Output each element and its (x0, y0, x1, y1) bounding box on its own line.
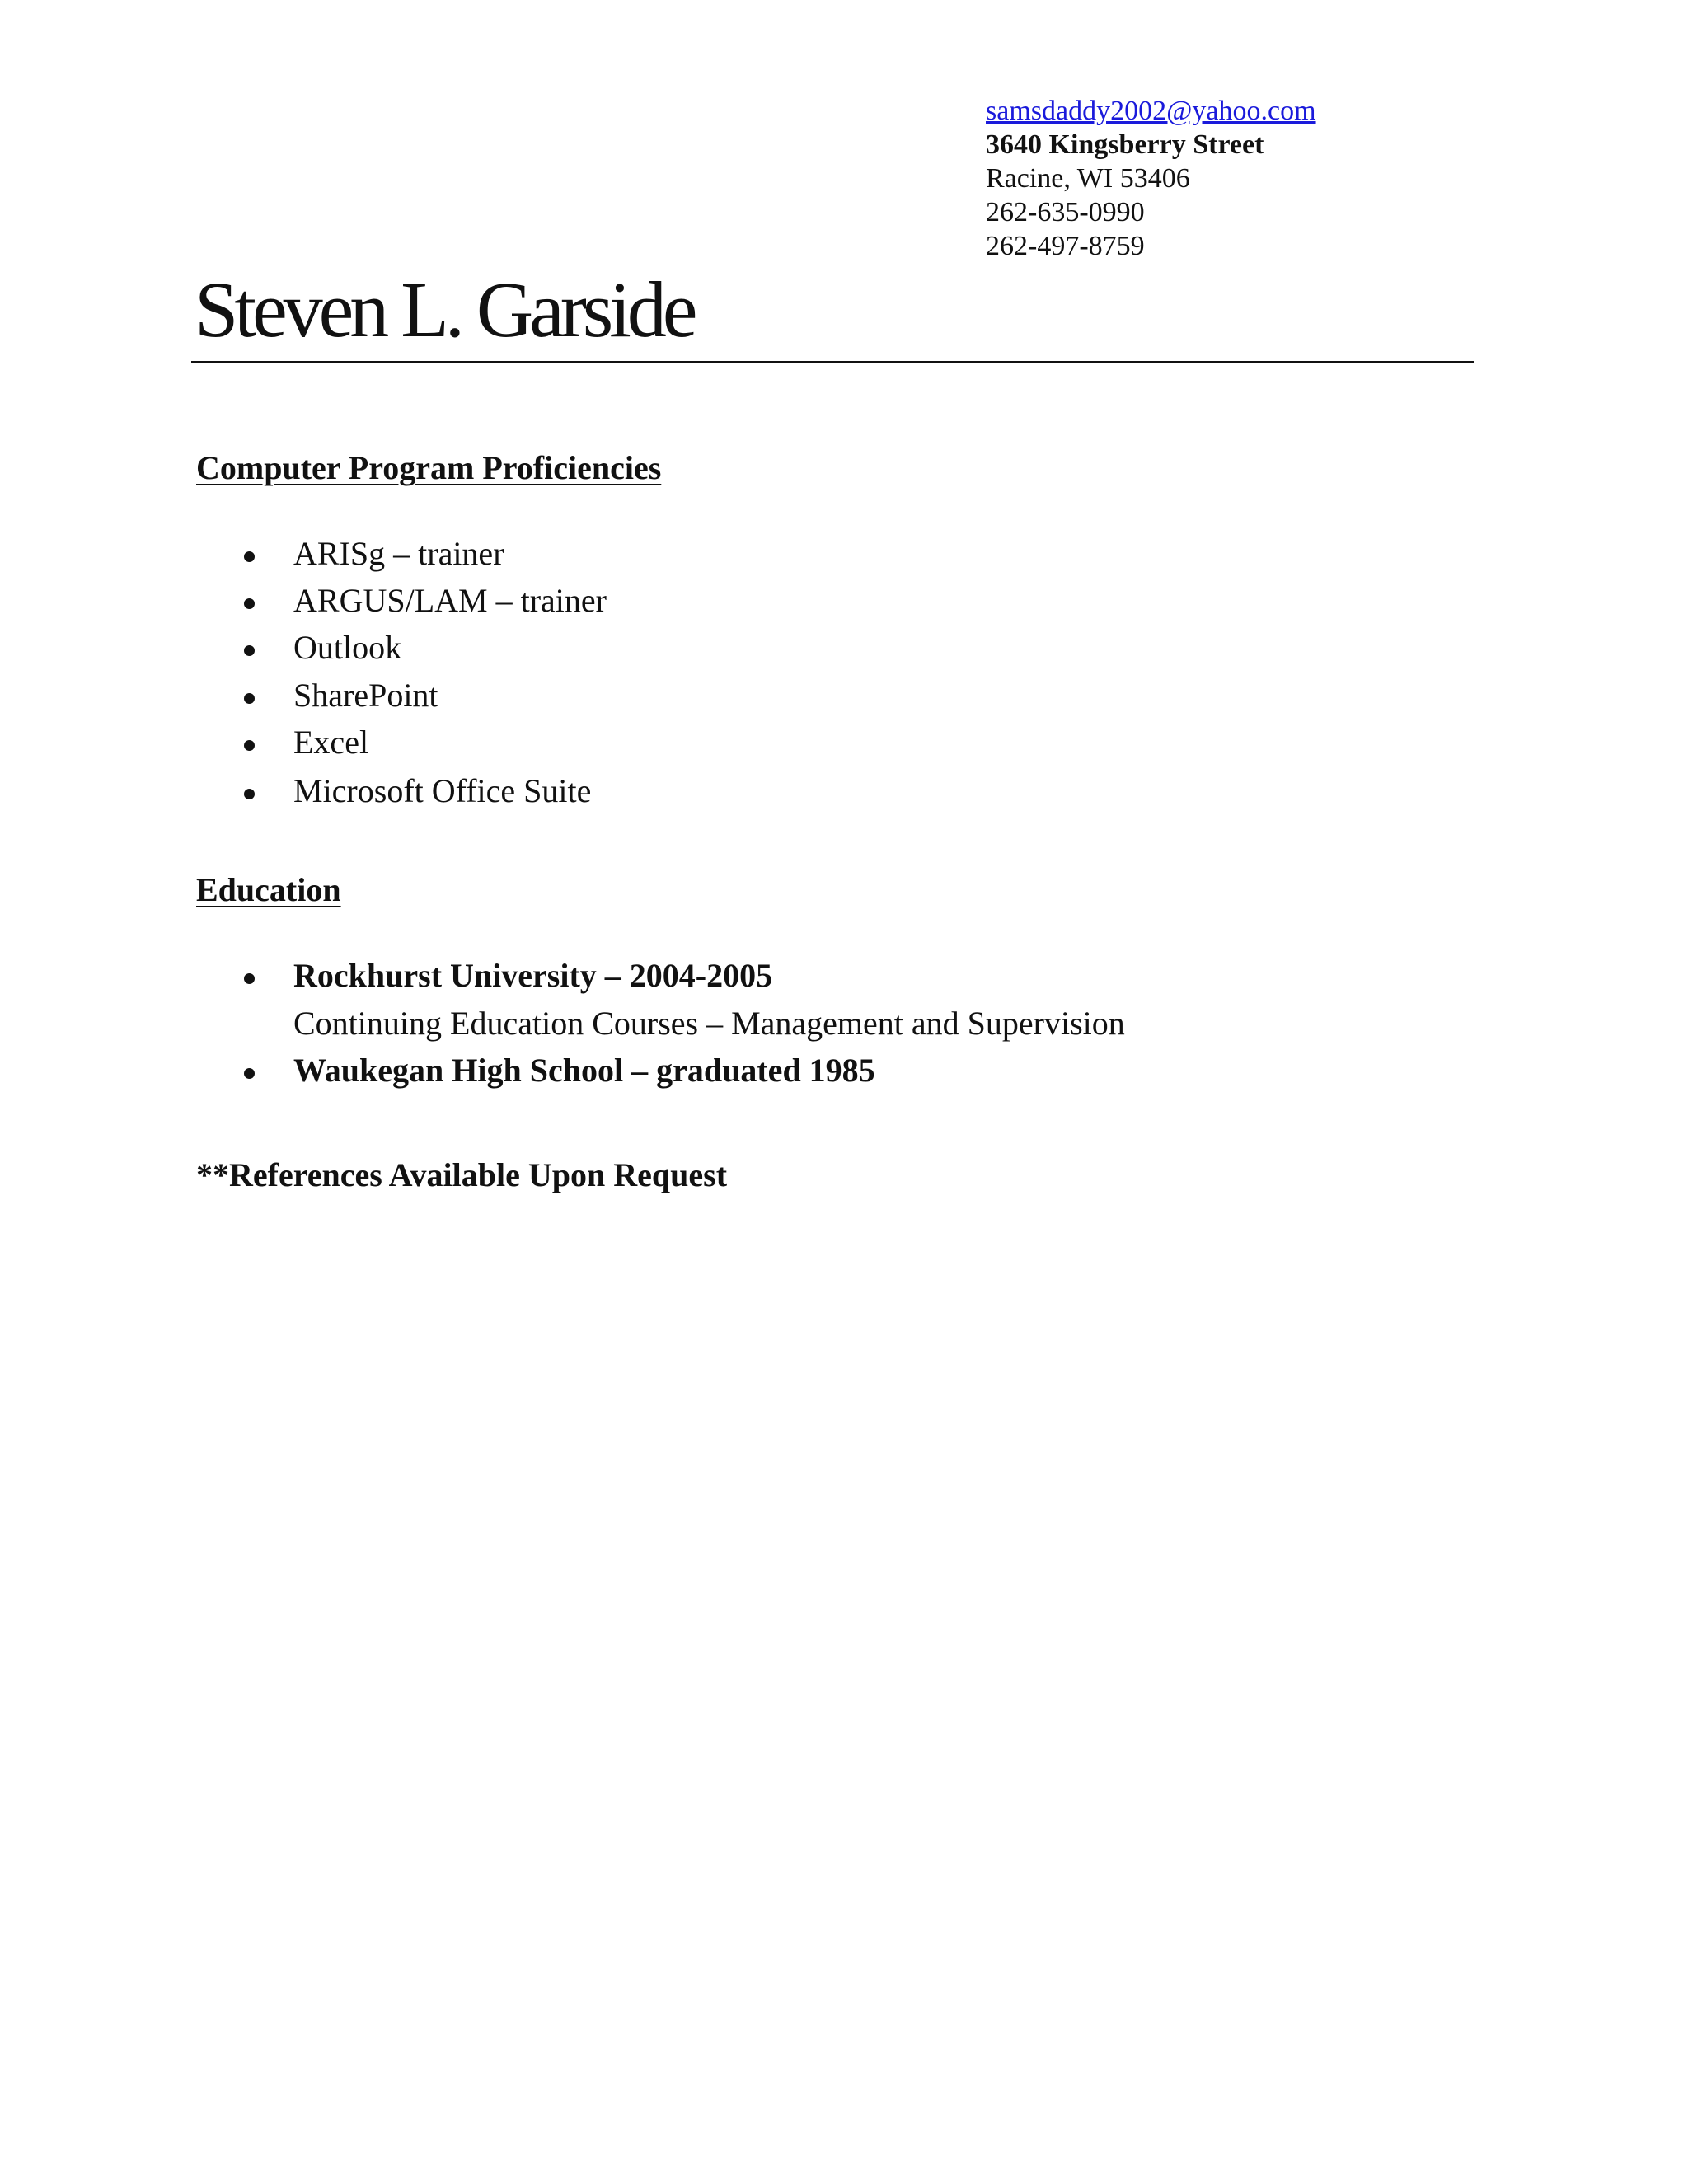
skill-text: ARGUS/LAM – trainer (293, 582, 607, 619)
bullet-icon (244, 789, 255, 799)
bullet-icon (244, 1068, 255, 1079)
skill-text: SharePoint (293, 677, 438, 714)
street-address: 3640 Kingsberry Street (986, 129, 1264, 160)
education-title: Waukegan High School – graduated 1985 (293, 1052, 875, 1089)
city-state-zip: Racine, WI 53406 (986, 163, 1190, 194)
bullet-icon (244, 551, 255, 562)
education-heading: Education (196, 871, 341, 908)
bullet-icon (244, 973, 255, 984)
applicant-name: Steven L. Garside (195, 265, 694, 354)
skill-text: ARISg – trainer (293, 535, 504, 572)
skill-text: Microsoft Office Suite (293, 772, 592, 809)
bullet-icon (244, 740, 255, 751)
skill-text: Outlook (293, 629, 402, 666)
education-detail: Continuing Education Courses – Management and Supervision (293, 1005, 1125, 1042)
bullet-icon (244, 598, 255, 609)
education-title: Rockhurst University – 2004-2005 (293, 957, 773, 994)
bullet-icon (244, 645, 255, 656)
phone-secondary: 262-497-8759 (986, 231, 1145, 261)
references-note: **References Available Upon Request (196, 1156, 728, 1193)
skills-heading: Computer Program Proficiencies (196, 449, 662, 486)
contact-block (986, 94, 1316, 263)
skill-text: Excel (293, 724, 369, 761)
phone-primary: 262-635-0990 (986, 197, 1145, 227)
email-link[interactable]: samsdaddy2002@yahoo.com (986, 96, 1316, 126)
bullet-icon (244, 693, 255, 704)
header-divider (191, 361, 1474, 363)
